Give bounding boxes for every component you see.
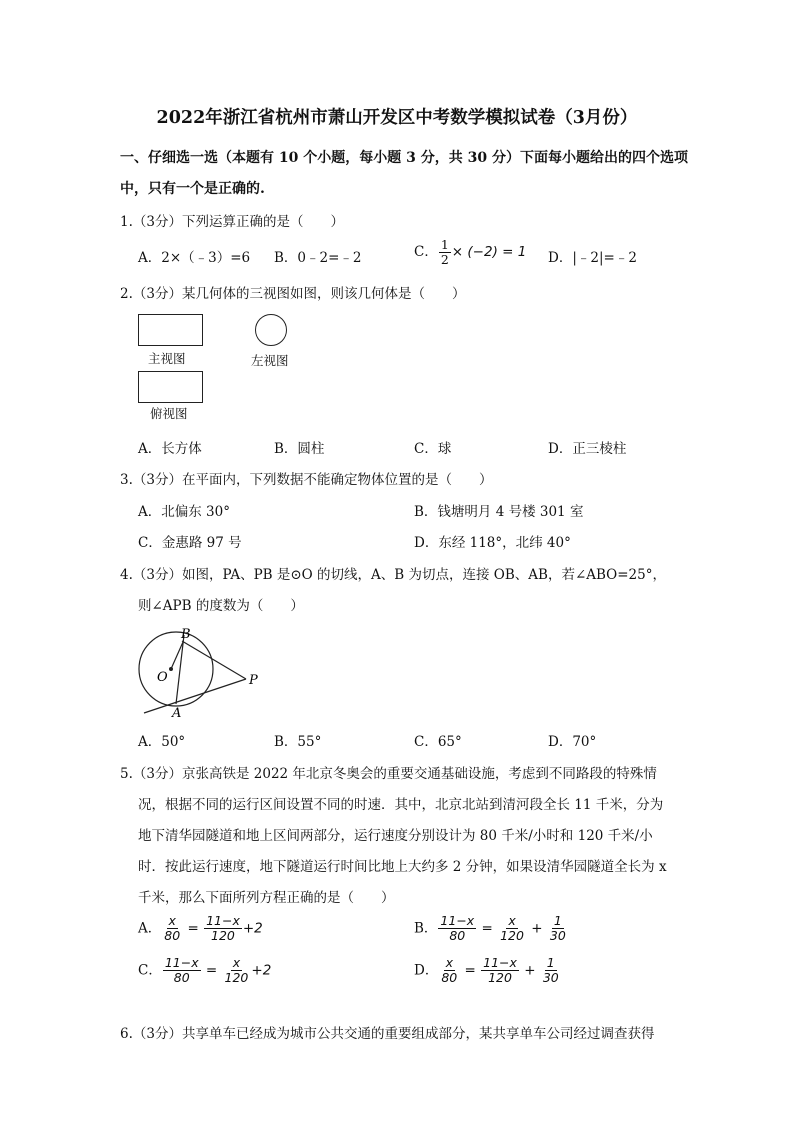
- q1-frac-den: 2: [440, 252, 449, 267]
- section-heading-line1: 一、仔细选一选（本题有 10 个小题，每小题 3 分，共 30 分）下面每小题给出的四个选项: [120, 150, 688, 166]
- q5-c-plus2: +2: [251, 962, 272, 979]
- q5-a-plus2: +2: [242, 920, 263, 937]
- q5-a-frac-1: [162, 914, 182, 943]
- q5-line-5: 千米，那么下面所列方程正确的是（ ）: [138, 890, 395, 906]
- q1-option-c: [414, 238, 526, 267]
- q5-a-frac-1-den: 80: [164, 928, 181, 943]
- label-p: P: [249, 673, 258, 688]
- q5-a-frac-1-num: x: [168, 913, 176, 928]
- q5-d-frac-3: [541, 956, 561, 985]
- q5-line-2: 况，根据不同的运行区间设置不同的时速．其中，北京北站到清河段全长 11 千米，分为: [138, 797, 664, 813]
- q5-d-frac-1-den: 80: [441, 970, 458, 985]
- q4-stem-line2: 则∠APB 的度数为（ ）: [138, 598, 304, 614]
- q5-option-b: [414, 914, 569, 943]
- q5-d-eq: =: [464, 962, 476, 979]
- q5-b-frac-2-num: x: [508, 913, 516, 928]
- q5-d-frac-2-num: 11−x: [483, 955, 517, 970]
- chord-ab: [176, 635, 184, 704]
- q3-option-b: B．钱塘明月 4 号楼 301 室: [414, 504, 584, 520]
- q5-b-frac-3-num: 1: [553, 913, 562, 928]
- q5-a-frac-2-num: 11−x: [206, 913, 240, 928]
- q4-option-c: C．65°: [414, 734, 462, 750]
- q5-c-frac-2-den: 120: [224, 970, 249, 985]
- section-heading-line2: 中，只有一个是正确的.: [120, 181, 265, 197]
- q5-d-frac-1-num: x: [445, 955, 453, 970]
- q1-option-b: B．0﹣2=﹣2: [274, 250, 362, 266]
- q5-b-plus: +: [531, 920, 543, 937]
- q1-option-c-rest: × (−2) = 1: [451, 244, 527, 260]
- page-title: 2022年浙江省杭州市萧山开发区中考数学模拟试卷（3月份）: [156, 108, 638, 128]
- top-view-rectangle: [138, 371, 203, 403]
- q5-d-frac-3-num: 1: [546, 955, 555, 970]
- q5-line-3: 地下清华园隧道和地上区间两部分，运行速度分别设计为 80 千米/小时和 120 千米/小: [138, 828, 653, 844]
- q1-option-a: A．2×（﹣3）=6: [138, 250, 251, 266]
- left-view-label: 左视图: [251, 353, 289, 368]
- q5-d-plus: +: [524, 962, 536, 979]
- q1-option-d: D．|﹣2|=﹣2: [548, 250, 637, 266]
- q5-a-eq: =: [187, 920, 199, 937]
- q2-option-d: D．正三棱柱: [548, 441, 627, 457]
- q5-a-frac-2-den: 120: [211, 928, 235, 943]
- q3-option-c: C．金惠路 97 号: [138, 535, 242, 551]
- q6-stem: 6.（3分）共享单车已经成为城市公共交通的重要组成部分，某共享单车公司经过调查获得: [120, 1026, 655, 1042]
- q5-b-frac-1-num: 11−x: [440, 913, 475, 928]
- q5-line-1: 5.（3分）京张高铁是 2022 年北京冬奥会的重要交通基础设施，考虑到不同路段的特殊情: [120, 766, 657, 782]
- q3-option-d: D．东经 118°，北纬 40°: [414, 535, 571, 551]
- q5-a-prefix: A．: [138, 920, 162, 937]
- q4-option-b: B．55°: [274, 734, 322, 750]
- q1-frac-num: 1: [440, 237, 449, 252]
- q5-c-frac-1-num: 11−x: [164, 955, 199, 970]
- q5-b-frac-1: [438, 914, 476, 943]
- q5-d-prefix: D．: [414, 962, 439, 979]
- label-o: O: [157, 670, 168, 685]
- q4-stem: 4.（3分）如图，PA、PB 是⊙O 的切线，A、B 为切点，连接 OB、AB，若∠ABO=25°，: [120, 567, 666, 583]
- q5-b-frac-2: [498, 914, 526, 943]
- q3-option-a: A．北偏东 30°: [138, 504, 230, 520]
- q5-c-frac-1: [163, 956, 201, 985]
- q5-d-frac-2-den: 120: [488, 970, 512, 985]
- q2-option-a: A．长方体: [138, 441, 202, 457]
- q5-option-c: [138, 956, 271, 985]
- front-view-label: 主视图: [148, 351, 186, 366]
- q5-a-frac-2: [204, 914, 242, 943]
- q5-c-frac-1-den: 80: [173, 970, 190, 985]
- q1-stem: 1.（3分）下列运算正确的是（ ）: [120, 214, 344, 230]
- q2-option-c: C．球: [414, 441, 452, 457]
- q1-option-c-prefix: C．: [414, 244, 438, 260]
- center-point: [169, 667, 173, 671]
- q2-option-b: B．圆柱: [274, 441, 325, 457]
- q5-b-frac-3: [548, 914, 568, 943]
- q5-c-frac-2-num: x: [232, 955, 241, 970]
- q5-d-frac-3-den: 30: [542, 970, 559, 985]
- q4-option-d: D．70°: [548, 734, 597, 750]
- q4-option-a: A．50°: [138, 734, 186, 750]
- q1-fraction: [439, 238, 451, 267]
- q3-stem: 3.（3分）在平面内，下列数据不能确定物体位置的是（ ）: [120, 472, 493, 488]
- q5-b-frac-3-den: 30: [549, 928, 566, 943]
- left-view-circle: [255, 314, 287, 346]
- q5-c-eq: =: [205, 962, 218, 979]
- label-b: B: [181, 627, 191, 642]
- front-view-rectangle: [138, 314, 203, 346]
- q2-stem: 2.（3分）某几何体的三视图如图，则该几何体是（ ）: [120, 286, 466, 302]
- q5-b-frac-1-den: 80: [449, 928, 466, 943]
- q5-d-frac-1: [439, 956, 459, 985]
- tangent-circle-figure: [130, 620, 270, 720]
- circle-o: [139, 632, 213, 706]
- q5-b-frac-2-den: 120: [500, 928, 524, 943]
- q5-b-prefix: B．: [414, 920, 438, 937]
- q5-c-frac-2: [223, 956, 251, 985]
- q5-option-d: [414, 956, 562, 985]
- top-view-label: 俯视图: [150, 406, 188, 421]
- q5-d-frac-2: [481, 956, 519, 985]
- tangent-pb: [182, 641, 246, 679]
- q5-line-4: 时．按此运行速度，地下隧道运行时间比地上大约多 2 分钟，如果设清华园隧道全长为 x: [138, 859, 667, 875]
- label-a: A: [172, 706, 182, 720]
- q5-c-prefix: C．: [138, 962, 162, 979]
- q5-option-a: [138, 914, 263, 943]
- q5-b-eq: =: [481, 920, 493, 937]
